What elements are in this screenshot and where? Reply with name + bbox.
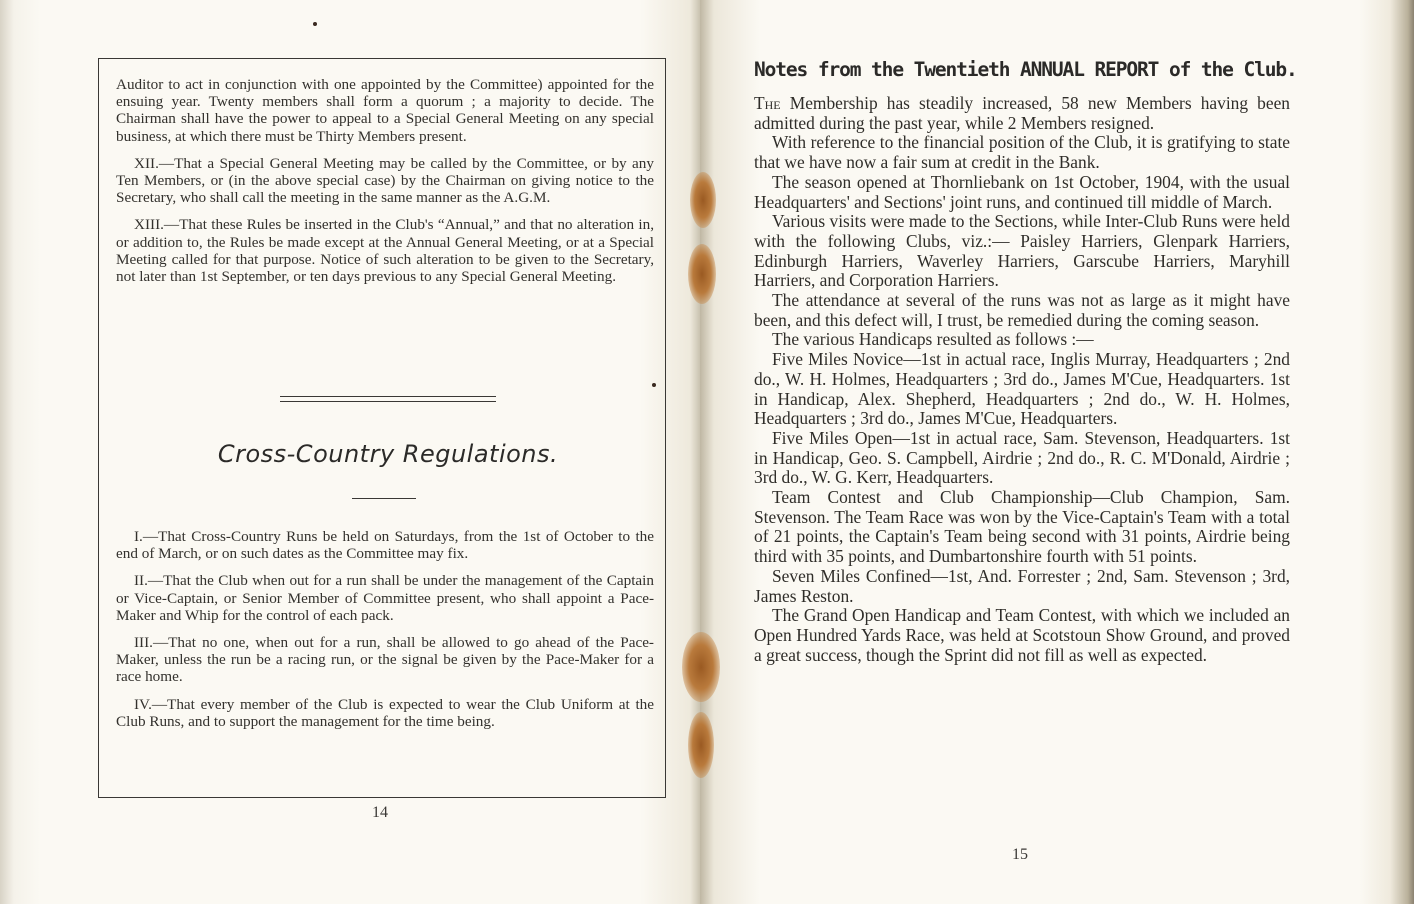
regulation-i: I.—That Cross-Country Runs be held on Saturdays, from the 1st of October to the end of March, or on such dates as the Committee may fix.: [116, 528, 654, 563]
page-number-right: 15: [1012, 846, 1028, 863]
paragraph-grand-open: The Grand Open Handicap and Team Contest, with which we included an Open Hundred Yards Race, was held at Scotstoun Show Ground, and proved a great success, though the Sprint did not fill as well as expected.: [754, 605, 1290, 665]
rule-continuation: Auditor to act in conjunction with one appointed by the Committee) appointed for the ensuing year. Twenty members shall form a quorum ; a majority to decide. The Chairman shall have the power to appeal to a Special General Meeting on any special business, at which there must be Thirty Members present.: [116, 76, 654, 145]
rule-xii: XII.—That a Special General Meeting may be called by the Committee, or by any Ten Members, or (in the above special case) by the Chairman on giving notice to the Secretary, who shall call the meeting in the same manner as the A.G.M.: [116, 154, 654, 207]
paragraph-handicaps-intro: The various Handicaps resulted as follows :—: [772, 329, 1094, 350]
paragraph-attendance: The attendance at several of the runs was not as large as it might have been, and this defect will, I trust, be remedied during the coming season.: [754, 290, 1290, 330]
report-body: [754, 94, 1290, 665]
scan-margin: [0, 904, 1414, 922]
paragraph-visits: Various visits were made to the Sections, while Inter-Club Runs were held with the following Clubs, viz.:— Paisley Harriers, Glenpark Harriers, Edinburgh Harriers, Waverley Harriers, Garscube Harriers, Maryhill Harriers, and Corporation Harriers.: [754, 211, 1290, 291]
paragraph-open: Five Miles Open—1st in actual race, Sam. Stevenson, Headquarters. 1st in Handicap, Geo. S. Campbell, Airdrie ; 2nd do., R. C. M'Donald, Airdrie ; 3rd do., W. G. Kerr, Headquarters.: [754, 427, 1290, 488]
ink-speck: [313, 22, 317, 26]
paragraph-finance: With reference to the financial position of the Club, it is gratifying to state that we have now a fair sum at credit in the Bank.: [754, 132, 1290, 173]
report-heading: Notes from the Twentieth ANNUAL REPORT of the Club.: [754, 58, 1297, 81]
paragraph-novice: Five Miles Novice—1st in actual race, Inglis Murray, Headquarters ; 2nd do., W. H. Holmes, Headquarters ; 3rd do., James M'Cue, Headquarters. 1st in Handicap, Alex. Shepherd, Headquarters ; 2nd do., W. H. Holmes, Headquarters ; 3rd do., James M'Cue, Headquarters.: [754, 349, 1290, 429]
paragraph-seven-miles: Seven Miles Confined—1st, And. Forrester ; 2nd, Sam. Stevenson ; 3rd, James Reston.: [754, 565, 1290, 606]
page-number-left: 14: [372, 804, 388, 821]
regulation-iii: III.—That no one, when out for a run, shall be allowed to go ahead of the Pace-Maker, unless the run be a racing run, or the signal be given by the Pace-Maker for a race home.: [116, 634, 654, 686]
paragraph-season: The season opened at Thornliebank on 1st October, 1904, with the usual Headquarters' and Sections' joint runs, and continued till middle of March.: [754, 171, 1290, 212]
rule-xiii: XIII.—That these Rules be inserted in the Club's “Annual,” and that no alteration in, or addition to, the Rules be made except at the Annual General Meeting, or at a Special Meeting called for that purpose. Notice of such alteration to be given to the Secretary, not later than 1st September, or ten days previous to any Special General Meeting.: [116, 216, 654, 286]
regulation-ii: II.—That the Club when out for a run shall be under the management of the Captain or Vice-Captain, or Senior Member of Committee present, who shall appoint a Pace-Maker and Whip for the control of each pack.: [116, 572, 654, 624]
paragraph-team-contest: Team Contest and Club Championship—Club Champion, Sam. Stevenson. The Team Race was won by the Vice-Captain's Team with a total of 21 points, the Captain's Team being second with 31 points, Airdrie being third with 35 points, and Dumbartonshire fourth with 51 points.: [754, 487, 1290, 567]
binding-stain: [688, 244, 716, 304]
regulation-iv: IV.—That every member of the Club is expected to wear the Club Uniform at the Club Runs, and to support the management for the time being.: [116, 695, 654, 730]
binding-stain: [688, 712, 714, 778]
divider-double-rule: [280, 396, 496, 402]
drop-word: The: [754, 93, 781, 113]
section-title: Cross-Country Regulations.: [217, 440, 559, 468]
divider-short-rule: [352, 498, 416, 499]
rules-block: [116, 76, 654, 285]
regulations-block: [116, 528, 654, 730]
binding-stain: [682, 632, 720, 702]
paragraph-membership: [754, 94, 1290, 133]
binding-stain: [690, 172, 716, 228]
paragraph-text: Membership has steadily increased, 58 new Members having been admitted during the past year, while 2 Members resigned.: [754, 93, 1290, 133]
